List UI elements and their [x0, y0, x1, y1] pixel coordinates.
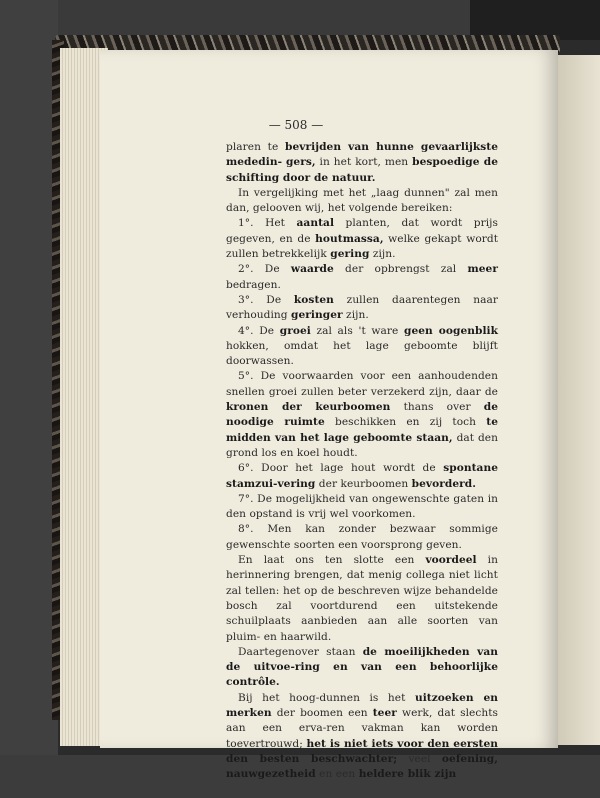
- text-run: 6°. Door het lage hout wordt de: [238, 462, 444, 475]
- text-run: bedragen.: [226, 278, 281, 291]
- emphasis-text: groei: [279, 324, 311, 337]
- text-run: beschikken en zij toch: [324, 416, 487, 429]
- paragraph: [226, 216, 498, 262]
- text-run: 8°. Men kan zonder bezwaar sommige gewenschte soorten een voorsprong geven.: [226, 523, 498, 551]
- text-run: welke gekapt wordt zullen betrekkelijk: [226, 232, 498, 261]
- emphasis-text: bespoedige de schifting door de natuur.: [226, 156, 499, 184]
- emphasis-text: geringer: [291, 309, 343, 322]
- text-run: werk, dat slechts aan een erva-ren vakman kan worden toevertrouwd;: [226, 706, 498, 750]
- paragraph: [226, 369, 498, 461]
- text-run: der keurboomen: [315, 477, 412, 490]
- emphasis-text: kronen der keurboomen: [226, 401, 391, 414]
- emphasis-text: het is niet iets voor den eersten den besten beschwachter;: [226, 737, 498, 765]
- text-run: 1°. Het: [238, 217, 297, 230]
- emphasis-text: gers,: [285, 156, 316, 169]
- text-run: zijn.: [369, 248, 396, 261]
- emphasis-text: voordeel: [425, 554, 477, 567]
- text-run: In vergelijking met het „laag dunnen" zal men dan, gelooven wij, het volgende bereiken:: [226, 186, 498, 215]
- paragraph: [226, 262, 498, 293]
- text-run: der opbrengst zal: [333, 263, 468, 276]
- paragraph: [226, 186, 498, 217]
- emphasis-text: de moeilijkheden van de uitvoe-ring en van een behoorlijke contrôle.: [226, 645, 498, 689]
- emphasis-text: kosten: [293, 293, 334, 306]
- body-text: [226, 140, 498, 782]
- emphasis-text: bevorderd.: [411, 477, 476, 490]
- text-run: en een: [315, 768, 359, 781]
- facing-page: [556, 55, 600, 745]
- text-run: der boomen een: [271, 706, 373, 719]
- paragraph: [226, 645, 498, 691]
- emphasis-text: meer: [467, 263, 498, 276]
- text-run: in herinnering brengen, dat menig collega niet licht zal tellen: het op de beschreven wijze behandelde bosch zal voortdurend een uitstekende schuilplaats aanbieden aan alle soorten van pluim- en haarwild.: [226, 554, 498, 643]
- text-run: 3°. De: [238, 293, 294, 306]
- emphasis-text: teer: [372, 706, 397, 719]
- text-run: Daartegenover staan: [238, 645, 363, 658]
- emphasis-text: nauwgezetheid: [226, 768, 316, 781]
- emphasis-text: geen oogenblik: [404, 324, 498, 337]
- text-run: veel: [397, 752, 442, 765]
- paragraph: [226, 691, 498, 783]
- emphasis-text: heldere blik zijn: [358, 768, 457, 781]
- paragraph: [226, 140, 498, 186]
- text-run: dat den grond los en koel houdt.: [226, 431, 498, 459]
- emphasis-text: de noodige ruimte: [226, 401, 499, 429]
- text-run: Bij het hoog-dunnen is het: [238, 691, 415, 704]
- paragraph: [226, 522, 498, 553]
- emphasis-text: gering: [330, 248, 370, 261]
- text-run: 4°. De: [238, 324, 280, 337]
- emphasis-text: houtmassa,: [315, 232, 384, 245]
- text-run: En laat ons ten slotte een: [238, 554, 426, 567]
- emphasis-text: bevrijden van hunne gevaarlijkste mededin-: [226, 141, 499, 169]
- page-number: — 508 —: [268, 118, 324, 132]
- emphasis-text: spontane stamzui-vering: [226, 462, 498, 490]
- emphasis-text: uitzoeken en merken: [226, 691, 498, 719]
- paragraph: [226, 492, 498, 523]
- emphasis-text: waarde: [290, 263, 334, 276]
- text-run: thans over: [390, 401, 484, 414]
- paragraph: [226, 461, 498, 492]
- text-run: in het kort, men: [315, 156, 413, 169]
- text-run: plaren te: [226, 141, 286, 153]
- paragraph: [226, 324, 498, 370]
- emphasis-text: oefening,: [441, 752, 498, 765]
- text-run: hokken, omdat het lage geboomte blijft doorwassen.: [226, 339, 498, 368]
- background-strip: [470, 0, 600, 40]
- emphasis-text: aantal: [296, 217, 335, 230]
- text-run: 2°. De: [238, 263, 291, 276]
- paragraph: [226, 553, 498, 645]
- text-run: 5°. De voorwaarden voor een aanhoudenden snellen groei zullen beter verzekerd zijn, daar de: [226, 370, 498, 398]
- text-run: zal als 't ware: [310, 324, 404, 337]
- text-run: 7°. De mogelijkheid van ongewenschte gaten in den opstand is vrij wel voorkomen.: [226, 492, 498, 521]
- text-run: zijn.: [342, 309, 369, 322]
- text-run: zullen daarentegen naar verhouding: [226, 293, 498, 322]
- text-run: planten, dat wordt prijs gegeven, en de: [226, 217, 498, 245]
- emphasis-text: te midden van het lage geboomte staan,: [226, 416, 498, 444]
- paragraph: [226, 293, 498, 324]
